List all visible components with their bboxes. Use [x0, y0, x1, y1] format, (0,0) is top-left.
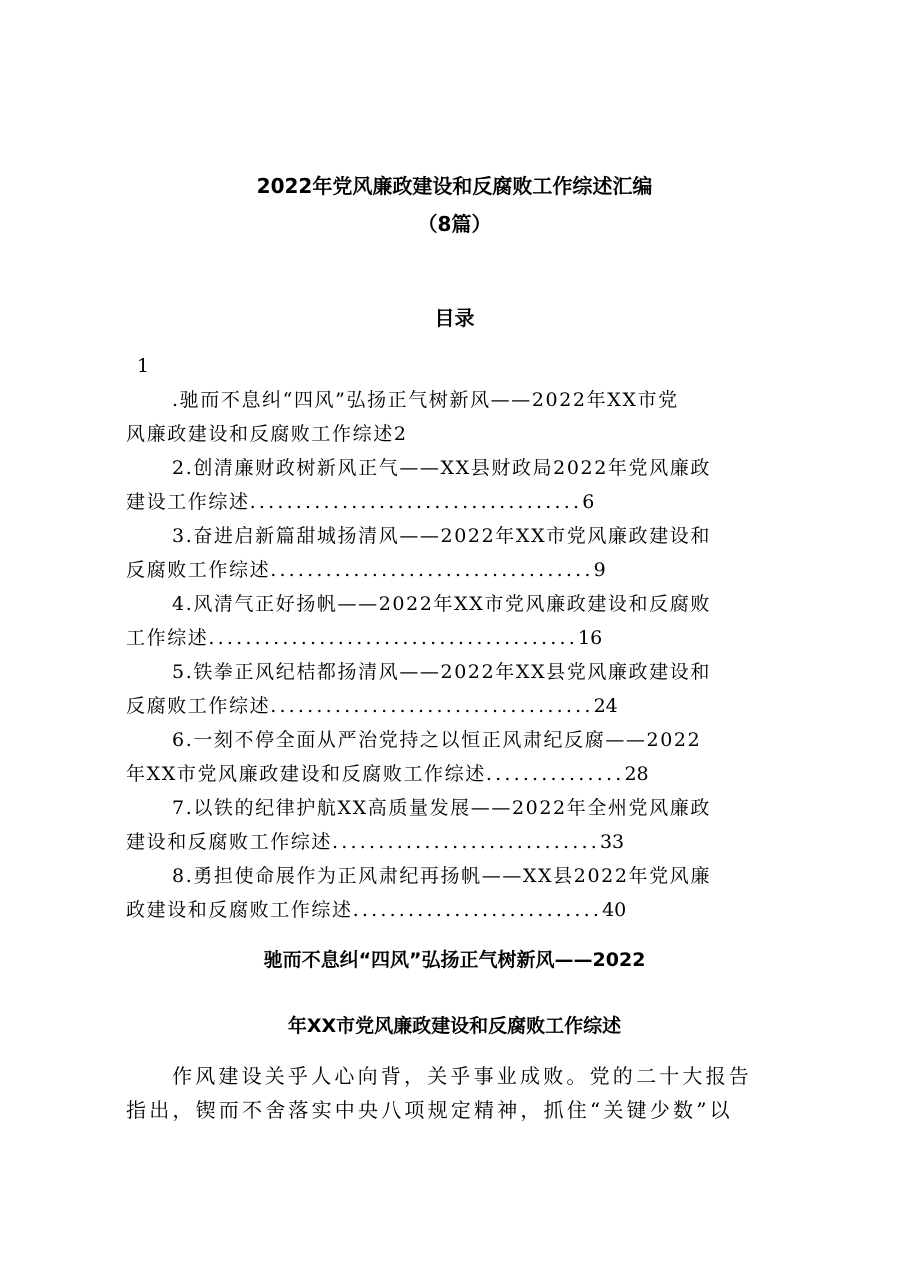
toc-entry-6[interactable] — [0, 726, 909, 794]
toc-entry-title: 8.勇担使命展作为正风肃纪再扬帆——XX县2022年党风廉 — [172, 865, 711, 887]
toc-leader-dots: ........................................ — [208, 627, 578, 649]
document-title: 2022年党风廉政建设和反腐败工作综述汇编 — [256, 174, 653, 198]
toc-page-number: 2 — [393, 423, 406, 445]
toc-page-number: 6 — [582, 491, 595, 513]
toc-entry-title-cont: 建设工作综述....................................6 — [126, 491, 595, 513]
toc-heading: 目录 — [434, 306, 475, 330]
toc-entry-1[interactable] — [0, 386, 909, 454]
toc-entry-7[interactable] — [0, 794, 909, 862]
toc-entry-4[interactable] — [0, 590, 909, 658]
toc-entry-title-cont: 工作综述........................................16 — [126, 627, 603, 649]
toc-page-number: 28 — [624, 763, 649, 785]
toc-entry-title-cont: 反腐败工作综述...................................9 — [126, 559, 606, 581]
toc-leader-dots: ............................. — [332, 831, 600, 853]
toc-page-number: 33 — [599, 831, 625, 853]
toc-leader-dots: .................................... — [249, 491, 583, 513]
toc-page-number: 9 — [593, 559, 606, 581]
toc-entry-title: 5.铁拳正风纪桔都扬清风——2022年XX县党风廉政建设和 — [172, 661, 711, 683]
toc-entry-title: 7.以铁的纪律护航XX高质量发展——2022年全州党风廉政 — [172, 797, 711, 819]
toc-page-number: 40 — [602, 899, 627, 921]
toc-entry-title: 2.创清廉财政树新风正气——XX县财政局2022年党风廉政 — [172, 457, 711, 479]
toc-entry-title: 4.风清气正好扬帆——2022年XX市党风廉政建设和反腐败 — [172, 593, 711, 615]
toc-entry-title-cont: 风廉政建设和反腐败工作综述2 — [126, 423, 406, 445]
section-title-cont: 年XX市党风廉政建设和反腐败工作综述 — [287, 1015, 622, 1037]
toc-entry-title-cont: 政建设和反腐败工作综述...........................40 — [126, 899, 627, 921]
toc-entry-title: 6.一刻不停全面从严治党持之以恒正风肃纪反腐——2022 — [172, 729, 702, 751]
toc-entry-2[interactable] — [0, 454, 909, 522]
document-subtitle: （8篇） — [417, 212, 492, 236]
toc-entry-8[interactable] — [0, 862, 909, 930]
toc-entry-title-cont: 年XX市党风廉政建设和反腐败工作综述...............28 — [126, 763, 649, 785]
toc-entry-5[interactable] — [0, 658, 909, 726]
toc-leader-dots: ................................... — [270, 695, 594, 717]
toc-page-number: 24 — [593, 695, 618, 717]
toc-lead-number: 1 — [137, 355, 150, 377]
toc-entry-title: .驰而不息纠“四风”弘扬正气树新风——2022年XX市党 — [172, 389, 679, 411]
body-paragraph-line: 指出，锲而不舍落实中央八项规定精神，抓住“关键少数”以 — [126, 1098, 733, 1122]
toc-leader-dots: ................................... — [270, 559, 594, 581]
body-paragraph-line: 作风建设关乎人心向背，关乎事业成败。党的二十大报告 — [172, 1064, 752, 1088]
toc-entry-title-cont: 建设和反腐败工作综述.............................33 — [126, 831, 625, 853]
toc-entry-3[interactable] — [0, 522, 909, 590]
section-title: 驰而不息纠“四风”弘扬正气树新风——2022 — [263, 949, 646, 971]
toc-leader-dots: ........................... — [352, 899, 603, 921]
toc-page-number: 16 — [578, 627, 603, 649]
toc-leader-dots: ............... — [485, 763, 625, 785]
toc-entry-title-cont: 反腐败工作综述...................................24 — [126, 695, 618, 717]
toc-entry-title: 3.奋进启新篇甜城扬清风——2022年XX市党风廉政建设和 — [172, 525, 711, 547]
